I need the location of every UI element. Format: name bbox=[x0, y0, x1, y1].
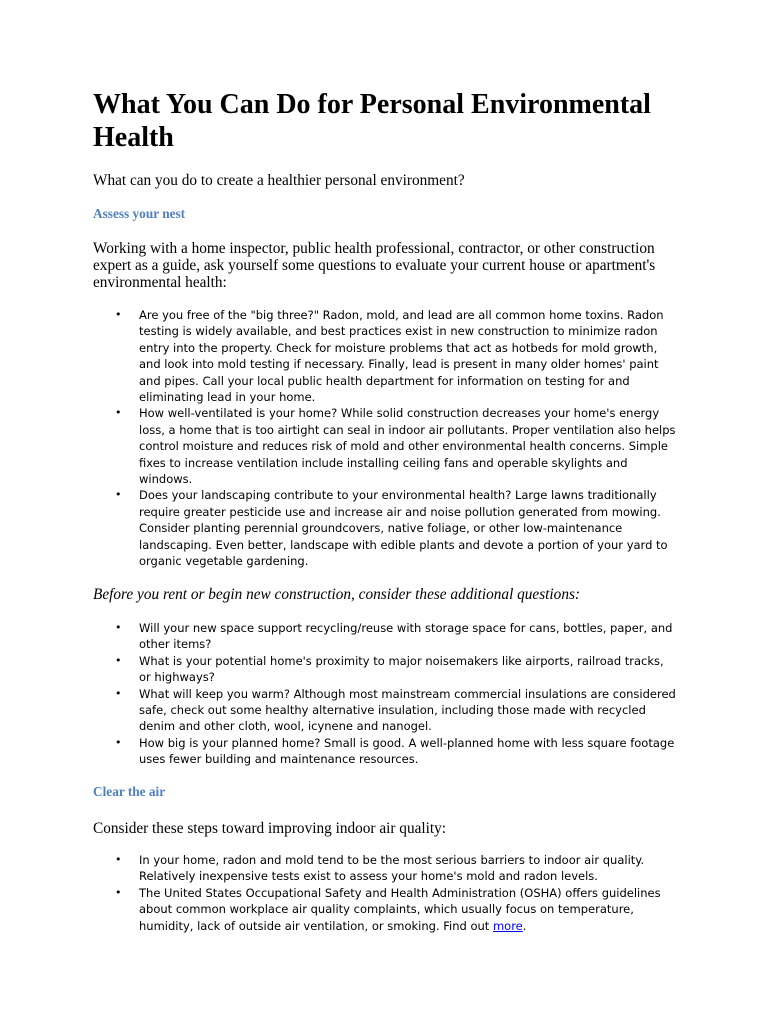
list-item-text-end: . bbox=[522, 918, 527, 933]
additional-questions-intro: Before you rent or begin new construction, consider these additional questions: bbox=[93, 586, 581, 603]
page-title: What You Can Do for Personal Environmental Health bbox=[93, 89, 651, 153]
bullet-icon: • bbox=[115, 308, 122, 321]
bullet-icon: • bbox=[115, 653, 122, 667]
list-item bbox=[0, 487, 679, 569]
clear-air-paragraph: Consider these steps toward improving indoor air quality: bbox=[93, 820, 447, 837]
list-item bbox=[0, 620, 679, 653]
bullet-icon: • bbox=[115, 406, 122, 420]
list-item bbox=[0, 307, 679, 405]
additional-bullet-list bbox=[0, 620, 768, 768]
bullet-icon: • bbox=[115, 735, 122, 749]
clear-air-bullet-list bbox=[0, 852, 768, 934]
assess-bullet-list bbox=[0, 307, 768, 570]
section-heading-clear-air: Clear the air bbox=[93, 784, 166, 799]
list-item bbox=[0, 885, 679, 934]
bullet-icon: • bbox=[115, 686, 122, 700]
list-item-text: How well-ventilated is your home? While solid construction decreases your home's energy loss, a home that is too airtight can seal in indoor air pollutants. Proper ventilation also helps control moisture and reduces risk of mold and other environmental health concerns. Simple fixes to increase ventilation include installing ceiling fans and operable skylights and windows. bbox=[139, 406, 676, 487]
list-item-text: In your home, radon and mold tend to be the most serious barriers to indoor air quality. Relatively inexpensive tests exist to assess your home's mold and radon levels. bbox=[139, 853, 645, 884]
bullet-icon: • bbox=[115, 885, 122, 899]
list-item-text: Does your landscaping contribute to your environmental health? Large lawns traditionally require greater pesticide use and increase air and noise pollution generated from mowing. Consider planting perennial groundcovers, native foliage, or other low-maintenance landscaping. Even better, landscape with edible plants and devote a portion of your yard to organic vegetable gardening. bbox=[139, 488, 668, 569]
bullet-icon: • bbox=[115, 853, 122, 866]
list-item-text: What will keep you warm? Although most mainstream commercial insulations are considered safe, check out some healthy alternative insulation, including those made with recycled denim and other cloth, wool, icynene and nanogel. bbox=[139, 686, 676, 734]
list-item bbox=[0, 653, 679, 686]
list-item bbox=[0, 686, 679, 735]
list-item-text: Will your new space support recycling/reuse with storage space for cans, bottles, paper, and other items? bbox=[139, 621, 673, 652]
bullet-icon: • bbox=[115, 488, 122, 502]
bullet-icon: • bbox=[115, 621, 122, 634]
list-item bbox=[0, 735, 679, 768]
list-item-text: What is your potential home's proximity to major noisemakers like airports, railroad tracks, or highways? bbox=[139, 653, 664, 685]
list-item bbox=[0, 405, 679, 487]
list-item-text: Are you free of the "big three?" Radon, mold, and lead are all common home toxins. Radon testing is widely available, and best practices exist in new construction to minimize radon entry into the property. Check for moisture problems that act as hotbeds for mold growth, and look into mold testing if necessary. Finally, lead is present in many older homes' paint and pipes. Call your local public health department for information on testing for and eliminating lead in your home. bbox=[139, 308, 664, 405]
list-item-text: How big is your planned home? Small is good. A well-planned home with less square footage uses fewer building and maintenance resources. bbox=[139, 735, 675, 767]
list-item bbox=[0, 852, 679, 885]
section-heading-assess: Assess your nest bbox=[93, 206, 186, 221]
assess-paragraph: Working with a home inspector, public health professional, contractor, or other construction expert as a guide, ask yourself some questions to evaluate your current house or apartment's environmental health: bbox=[93, 240, 656, 291]
list-item-text: The United States Occupational Safety and Health Administration (OSHA) offers guidelines about common workplace air quality complaints, which usually focus on temperature, humidity, lack of outside air ventilation, or smoking. Find out bbox=[139, 885, 661, 933]
more-link[interactable]: more bbox=[492, 918, 523, 933]
intro-text: What can you do to create a healthier personal environment? bbox=[93, 172, 465, 189]
